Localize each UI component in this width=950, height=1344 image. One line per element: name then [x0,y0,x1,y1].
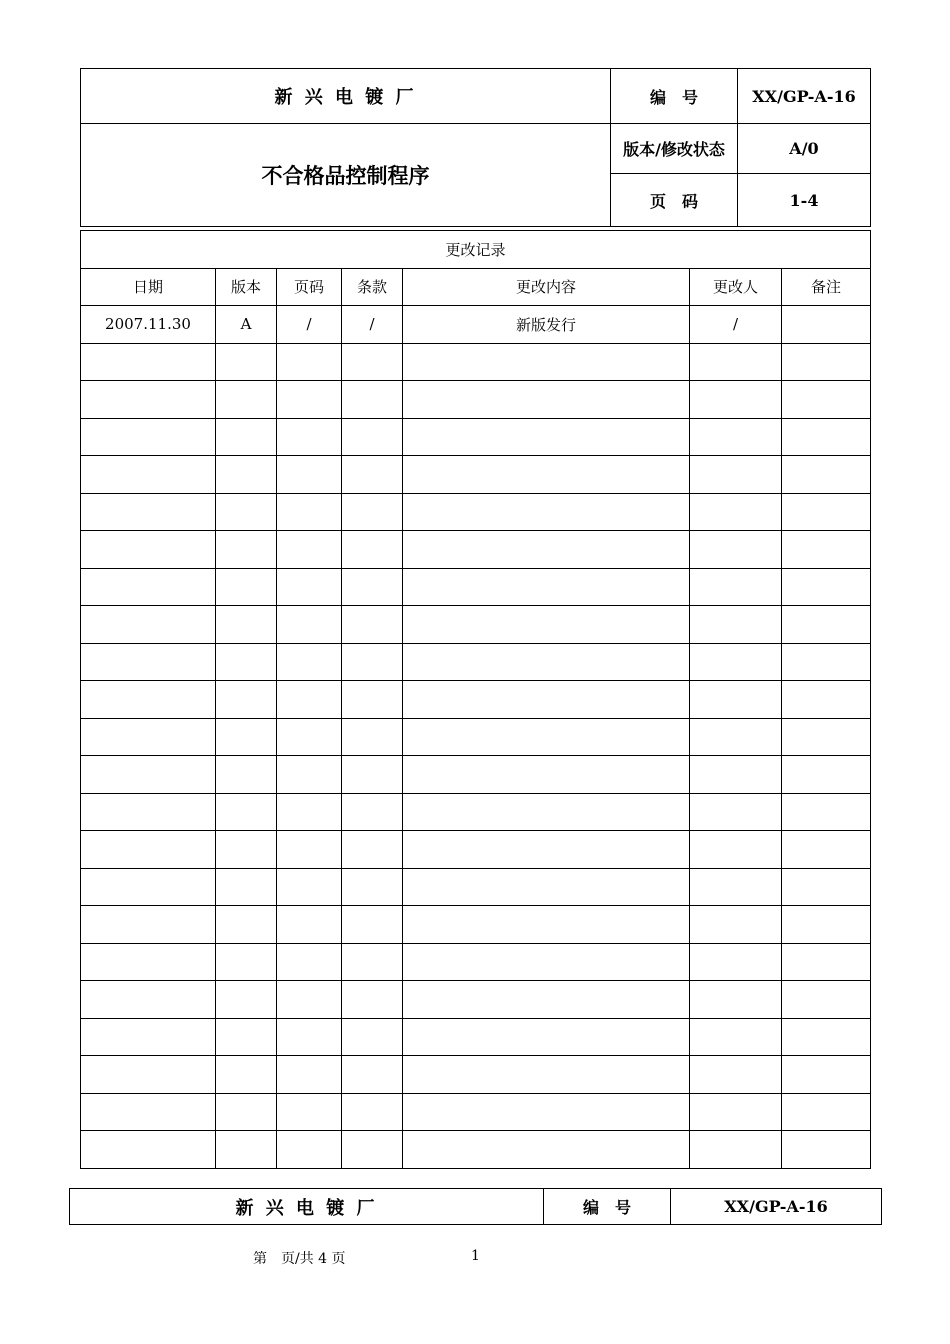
cell-changer [690,906,782,944]
table-row [81,531,871,569]
change-log-header-row [81,268,871,306]
cell-clause [342,681,403,719]
cell-remark [782,606,871,644]
cell-page [277,456,342,494]
cell-clause [342,831,403,869]
cell-remark [782,868,871,906]
cell-page: / [277,306,342,344]
cell-date [81,681,216,719]
cell-remark [782,1018,871,1056]
cell-content [403,1131,690,1169]
cell-version [216,643,277,681]
cell-remark [782,418,871,456]
cell-changer [690,1093,782,1131]
cell-clause [342,531,403,569]
cell-page [277,1093,342,1131]
cell-page [277,381,342,419]
cell-date [81,1131,216,1169]
cell-remark [782,1131,871,1169]
cell-page [277,681,342,719]
cell-changer [690,718,782,756]
cell-clause [342,1131,403,1169]
cell-changer [690,981,782,1019]
table-row [81,568,871,606]
cell-changer [690,756,782,794]
cell-clause [342,418,403,456]
cell-clause [342,906,403,944]
cell-version [216,756,277,794]
cell-content [403,981,690,1019]
cell-version [216,456,277,494]
cell-remark [782,643,871,681]
cell-version: A [216,306,277,344]
cell-date [81,606,216,644]
cell-date [81,718,216,756]
column-header: 更改人 [690,268,782,306]
cell-version [216,831,277,869]
cell-version [216,718,277,756]
footer-code-value: XX/GP-A-16 [671,1189,882,1225]
table-row [81,943,871,981]
cell-date [81,793,216,831]
footer-company-name: 新 兴 电 镀 厂 [70,1189,544,1225]
cell-version [216,418,277,456]
cell-changer [690,1056,782,1094]
cell-date [81,456,216,494]
cell-clause [342,943,403,981]
cell-content: 新版发行 [403,306,690,344]
table-row [81,981,871,1019]
cell-page [277,906,342,944]
document-header-table [80,68,871,227]
cell-changer: / [690,306,782,344]
cell-clause [342,456,403,494]
cell-page [277,718,342,756]
column-header: 版本 [216,268,277,306]
version-value: A/0 [738,124,871,174]
cell-version [216,981,277,1019]
cell-remark [782,1093,871,1131]
cell-page [277,1131,342,1169]
cell-changer [690,1131,782,1169]
cell-page [277,1056,342,1094]
cell-clause [342,343,403,381]
cell-date [81,981,216,1019]
code-value: XX/GP-A-16 [738,69,871,124]
cell-clause [342,756,403,794]
cell-version [216,1056,277,1094]
version-label: 版本/修改状态 [611,124,738,174]
cell-page [277,831,342,869]
cell-changer [690,531,782,569]
table-row [81,493,871,531]
cell-clause [342,643,403,681]
cell-version [216,568,277,606]
company-name: 新 兴 电 镀 厂 [81,69,611,124]
cell-date [81,906,216,944]
cell-remark [782,456,871,494]
cell-changer [690,568,782,606]
footer-table [69,1188,882,1225]
table-row [81,868,871,906]
cell-changer [690,643,782,681]
cell-date [81,381,216,419]
cell-version [216,793,277,831]
cell-content [403,418,690,456]
cell-version [216,606,277,644]
cell-content [403,1093,690,1131]
cell-page [277,943,342,981]
cell-changer [690,793,782,831]
page-number: 1 [471,1248,480,1264]
cell-version [216,493,277,531]
cell-content [403,793,690,831]
change-log-title: 更改记录 [81,231,871,269]
cell-version [216,681,277,719]
cell-changer [690,1018,782,1056]
cell-content [403,531,690,569]
cell-page [277,568,342,606]
cell-clause [342,981,403,1019]
cell-changer [690,418,782,456]
cell-clause [342,1018,403,1056]
cell-remark [782,531,871,569]
cell-page [277,756,342,794]
cell-content [403,568,690,606]
cell-content [403,493,690,531]
cell-date [81,1093,216,1131]
cell-changer [690,606,782,644]
cell-clause [342,1056,403,1094]
cell-version [216,868,277,906]
cell-date [81,831,216,869]
cell-version [216,1131,277,1169]
cell-date [81,1018,216,1056]
cell-remark [782,943,871,981]
cell-page [277,418,342,456]
cell-content [403,1056,690,1094]
cell-content [403,1018,690,1056]
column-header: 更改内容 [403,268,690,306]
cell-date [81,531,216,569]
cell-clause [342,793,403,831]
cell-content [403,906,690,944]
cell-date [81,1056,216,1094]
table-row [81,793,871,831]
cell-clause [342,718,403,756]
table-row [81,831,871,869]
cell-changer [690,681,782,719]
cell-version [216,343,277,381]
cell-remark [782,981,871,1019]
cell-remark [782,1056,871,1094]
cell-date [81,756,216,794]
cell-page [277,868,342,906]
cell-remark [782,718,871,756]
cell-content [403,681,690,719]
cell-remark [782,493,871,531]
cell-clause [342,568,403,606]
cell-date: 2007.11.30 [81,306,216,344]
cell-content [403,831,690,869]
cell-content [403,718,690,756]
table-row [81,906,871,944]
table-row [81,456,871,494]
table-row [81,1018,871,1056]
column-header: 条款 [342,268,403,306]
table-row [81,643,871,681]
change-log-table [80,230,871,1169]
cell-changer [690,943,782,981]
cell-page [277,981,342,1019]
cell-changer [690,868,782,906]
cell-clause [342,868,403,906]
table-row [81,1093,871,1131]
cell-version [216,381,277,419]
cell-page [277,1018,342,1056]
cell-clause: / [342,306,403,344]
table-row [81,1131,871,1169]
cell-changer [690,493,782,531]
table-row [81,343,871,381]
cell-page [277,531,342,569]
cell-clause [342,493,403,531]
cell-remark [782,906,871,944]
table-row [81,756,871,794]
cell-date [81,418,216,456]
cell-remark [782,568,871,606]
table-row [81,1056,871,1094]
cell-date [81,568,216,606]
cell-version [216,1093,277,1131]
cell-version [216,1018,277,1056]
cell-remark [782,681,871,719]
cell-changer [690,831,782,869]
cell-page [277,493,342,531]
cell-date [81,868,216,906]
cell-date [81,943,216,981]
cell-clause [342,381,403,419]
cell-clause [342,1093,403,1131]
cell-date [81,343,216,381]
cell-remark [782,793,871,831]
table-row [81,306,871,344]
cell-remark [782,306,871,344]
cell-page [277,643,342,681]
cell-date [81,643,216,681]
cell-version [216,943,277,981]
cell-remark [782,343,871,381]
cell-remark [782,831,871,869]
cell-content [403,756,690,794]
document-title: 不合格品控制程序 [81,124,611,227]
cell-remark [782,756,871,794]
page-value: 1-4 [738,174,871,227]
cell-changer [690,381,782,419]
table-row [81,381,871,419]
cell-page [277,606,342,644]
cell-remark [782,381,871,419]
footer-code-label: 编 号 [544,1189,671,1225]
cell-changer [690,343,782,381]
table-row [81,418,871,456]
cell-date [81,493,216,531]
cell-content [403,943,690,981]
page-label: 页 码 [611,174,738,227]
column-header: 备注 [782,268,871,306]
code-label: 编 号 [611,69,738,124]
cell-page [277,343,342,381]
cell-version [216,906,277,944]
cell-version [216,531,277,569]
cell-clause [342,606,403,644]
cell-content [403,643,690,681]
table-row [81,718,871,756]
cell-changer [690,456,782,494]
cell-content [403,456,690,494]
cell-content [403,868,690,906]
cell-content [403,606,690,644]
cell-page [277,793,342,831]
page-info: 第 页/共 4 页 [253,1251,346,1267]
cell-content [403,343,690,381]
column-header: 日期 [81,268,216,306]
column-header: 页码 [277,268,342,306]
cell-content [403,381,690,419]
table-row [81,681,871,719]
table-row [81,606,871,644]
